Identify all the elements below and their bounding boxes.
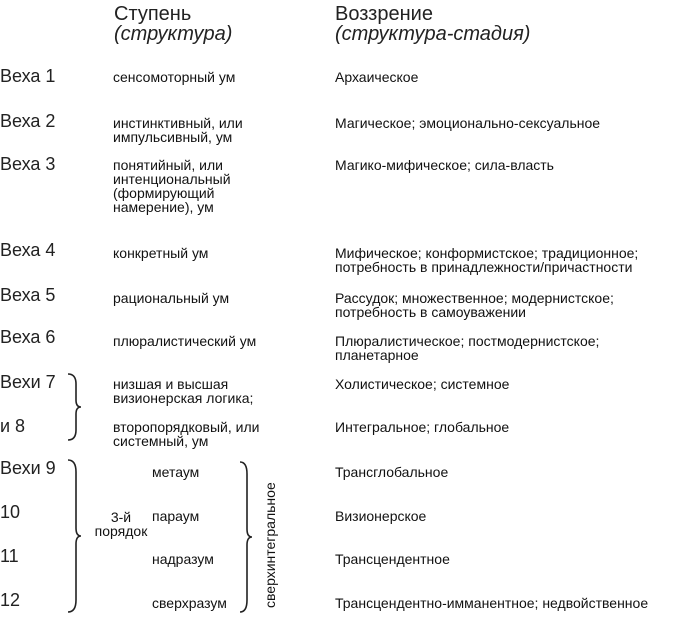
structure-cell: рациональный ум bbox=[113, 290, 230, 306]
order-label: 3-й порядок bbox=[94, 509, 148, 539]
view-cell: Магико-мифическое; сила-власть bbox=[335, 157, 554, 173]
view-cell: Трансцендентное bbox=[335, 551, 450, 567]
view-cell: Трансцендентно-имманентное; недвойственное bbox=[335, 595, 649, 611]
structure-cell: надразум bbox=[152, 551, 214, 567]
structure-cell: инстинктивный, или импульсивный, ум bbox=[113, 115, 243, 145]
col2-header bbox=[335, 4, 530, 44]
milestone-label: Веха 6 bbox=[0, 327, 56, 347]
milestone-label: Веха 4 bbox=[0, 240, 56, 260]
right-brace-icon bbox=[64, 458, 84, 614]
vertical-label: сверхинтегральное bbox=[262, 482, 278, 608]
structure-cell: параум bbox=[152, 508, 200, 524]
milestone-label: 10 bbox=[0, 502, 21, 522]
right-brace-icon bbox=[238, 460, 254, 614]
col1-title: Ступень bbox=[114, 3, 192, 25]
structure-cell: плюралистический ум bbox=[113, 333, 257, 349]
structure-cell: второпорядковый, или системный, ум bbox=[113, 419, 260, 449]
milestone-label: Веха 5 bbox=[0, 285, 56, 305]
view-cell: Мифическое; конформистское; традиционное; потребность в принадлежности/причастности bbox=[335, 245, 639, 275]
milestone-label: Вехи 9 bbox=[0, 458, 56, 478]
structure-cell: низшая и высшая визионерская логика; bbox=[113, 376, 254, 406]
view-cell: Визионерское bbox=[335, 508, 427, 524]
structure-cell: метаум bbox=[152, 464, 200, 480]
right-brace-icon bbox=[64, 372, 84, 442]
view-cell: Магическое; эмоционально-сексуальное bbox=[335, 115, 601, 131]
milestone-label: Веха 1 bbox=[0, 66, 56, 86]
view-cell: Интегральное; глобальное bbox=[335, 419, 510, 435]
structure-cell: сенсомоторный ум bbox=[113, 69, 236, 85]
view-cell: Архаическое bbox=[335, 69, 419, 85]
milestone-label: 12 bbox=[0, 590, 21, 610]
view-cell: Плюралистическое; постмодернистское; планетарное bbox=[335, 333, 600, 363]
view-cell: Трансглобальное bbox=[335, 464, 449, 480]
milestone-label: 11 bbox=[0, 546, 19, 566]
milestone-label: Вехи 7 bbox=[0, 372, 56, 392]
milestone-label: и 8 bbox=[0, 416, 26, 436]
structure-cell: понятийный, или интенциональный (формирующий намерение), ум bbox=[113, 157, 231, 215]
col1-subtitle: (структура) bbox=[114, 23, 233, 45]
view-cell: Рассудок; множественное; модернистское; потребность в самоуважении bbox=[335, 290, 614, 320]
milestone-label: Веха 2 bbox=[0, 111, 56, 131]
col2-subtitle: (структура-стадия) bbox=[335, 23, 531, 45]
structure-cell: сверхразум bbox=[152, 595, 227, 611]
milestone-label: Веха 3 bbox=[0, 154, 56, 174]
col2-title: Воззрение bbox=[335, 3, 433, 25]
structure-cell: конкретный ум bbox=[113, 245, 209, 261]
view-cell: Холистическое; системное bbox=[335, 376, 510, 392]
col1-header bbox=[114, 4, 232, 44]
